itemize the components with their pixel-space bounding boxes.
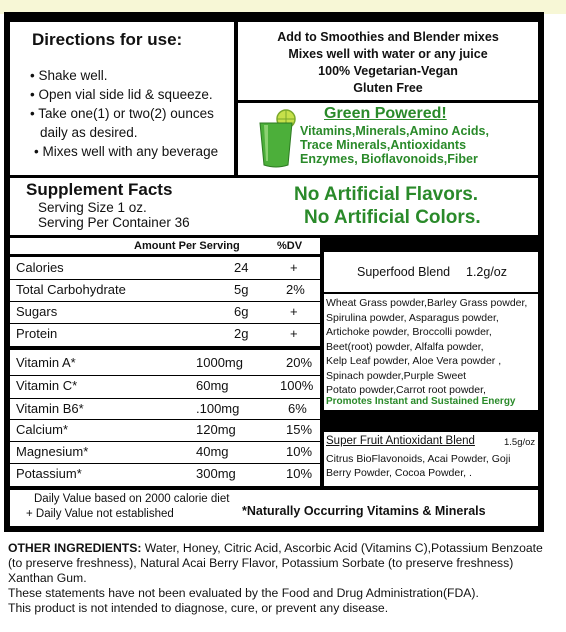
fda-disclaimer: This product is not intended to diagnose, cure, or prevent any disease.	[8, 601, 389, 615]
row-name: Potassium*	[16, 466, 82, 481]
row-dv: +	[290, 326, 298, 341]
bullet-dot: •	[34, 144, 39, 159]
directions-bullet-4	[34, 142, 218, 161]
naturally-occurring-note: *Naturally Occurring Vitamins & Minerals	[242, 504, 486, 518]
other-ingredients	[8, 541, 558, 616]
table-row	[10, 324, 320, 345]
row-dv: 15%	[286, 422, 313, 437]
table-row	[10, 420, 320, 441]
header-rule	[10, 254, 320, 257]
table-row	[10, 464, 320, 485]
row-amount: 2g	[234, 326, 249, 341]
supplement-title: Supplement Facts	[26, 180, 173, 199]
table-row	[10, 353, 320, 374]
superfood-line: Beet(root) powder, Alfalfa powder,	[326, 340, 484, 353]
nutrition-table	[10, 238, 320, 486]
serving-size: Serving Size 1 oz.	[38, 200, 147, 215]
green-powered-line-2: Trace Minerals,Antioxidants	[300, 138, 467, 152]
footnote-box	[10, 490, 538, 526]
row-name: Vitamin A*	[16, 355, 76, 370]
usage-line-3: 100% Vegetarian-Vegan	[318, 64, 458, 78]
ingredients-text: Water, Honey, Citric Acid, Ascorbic Acid (Vitamins C),Potassium Benzoate (to preserve freshness), Natural Acai Berry Flavor, Potassium Sorbate (to preserve freshness) Xanthan Gum.	[8, 541, 543, 585]
row-amount: .100mg	[196, 401, 240, 416]
superfood-line: Potato powder,Carrot root powder,	[326, 384, 486, 396]
green-powered-line-3: Enzymes, Bioflavonoids,Fiber	[300, 152, 478, 166]
superfruit-title: Super Fruit Antioxidant Blend	[326, 435, 475, 447]
superfood-line: Spirulina powder, Asparagus powder,	[326, 311, 499, 324]
directions-bullet-3-cont: daily as desired.	[40, 125, 138, 140]
table-row	[10, 376, 320, 397]
row-amount: 5g	[234, 282, 249, 297]
green-drink-glass-icon	[254, 107, 302, 169]
bullet-dot: •	[30, 106, 35, 121]
row-name: Sugars	[16, 304, 58, 319]
superfood-line: Wheat Grass powder,Barley Grass powder,	[326, 297, 528, 309]
row-dv: +	[290, 260, 298, 275]
claim-no-flavors: No Artificial Flavors.	[294, 184, 479, 205]
row-dv: 10%	[286, 466, 313, 481]
bullet-dot: •	[30, 87, 35, 102]
section-rule	[10, 346, 320, 350]
energy-claim: Promotes Instant and Sustained Energy	[326, 396, 516, 407]
usage-line-4: Gluten Free	[353, 81, 423, 95]
directions-box	[10, 22, 234, 175]
usage-line-2: Mixes well with water or any juice	[288, 47, 488, 61]
row-name: Total Carbohydrate	[16, 282, 126, 297]
green-powered-title: Green Powered!	[324, 105, 447, 122]
row-dv: +	[290, 304, 298, 319]
row-name: Protein	[16, 326, 58, 341]
directions-bullet-text: Open vial side lid & squeeze.	[38, 87, 213, 102]
row-dv: 100%	[280, 378, 314, 393]
directions-bullet-2	[30, 85, 213, 104]
superfruit-line: Citrus BioFlavonoids, Acai Powder, Goji	[326, 453, 511, 465]
row-dv: 20%	[286, 355, 313, 370]
daily-value-note: Daily Value based on 2000 calorie diet	[34, 493, 230, 505]
superfood-line: Spinach powder,Purple Sweet	[326, 369, 467, 382]
row-amount: 60mg	[196, 378, 229, 393]
header-dv: %DV	[277, 240, 303, 252]
superfood-title: Superfood Blend	[357, 265, 451, 279]
row-dv: 2%	[286, 282, 305, 297]
row-amount: 120mg	[196, 422, 236, 437]
claim-no-colors: No Artificial Colors.	[304, 207, 481, 228]
row-dv: 10%	[286, 444, 313, 459]
superfood-title-box	[324, 252, 538, 292]
table-row	[10, 399, 320, 420]
header-amount-per-serving: Amount Per Serving	[134, 240, 240, 252]
row-dv: 6%	[288, 401, 307, 416]
servings-per-container: Serving Per Container 36	[38, 215, 190, 230]
table-row	[10, 258, 320, 279]
directions-bullet-3	[30, 104, 214, 123]
table-row	[10, 302, 320, 323]
row-amount: 6g	[234, 304, 249, 319]
row-name: Calories	[16, 260, 64, 275]
green-powered-line-1: Vitamins,Minerals,Amino Acids,	[300, 124, 489, 138]
table-row	[10, 442, 320, 463]
row-amount: 300mg	[196, 466, 236, 481]
usage-box	[238, 22, 538, 100]
superfood-line: Kelp Leaf powder, Aloe Vera powder ,	[326, 355, 502, 367]
superfruit-line: Berry Powder, Cocoa Powder, .	[326, 467, 472, 479]
directions-bullet-text: Shake well.	[38, 68, 108, 83]
superfruit-box	[324, 432, 538, 486]
row-amount: 1000mg	[196, 355, 243, 370]
superfood-amount: 1.2g/oz	[466, 265, 508, 279]
directions-bullet-1	[30, 66, 108, 85]
superfruit-amount: 1.5g/oz	[504, 437, 536, 448]
superfood-line: Artichoke powder, Broccolli powder,	[326, 326, 492, 338]
directions-bullet-text: Take one(1) or two(2) ounces	[38, 106, 214, 121]
usage-line-1: Add to Smoothies and Blender mixes	[277, 30, 499, 44]
row-name: Calcium*	[16, 422, 69, 437]
row-name: Vitamin B6*	[16, 401, 84, 416]
row-name: Magnesium*	[16, 444, 89, 459]
row-amount: 40mg	[196, 444, 229, 459]
directions-title: Directions for use:	[32, 30, 183, 49]
ingredients-label: OTHER INGREDIENTS:	[8, 541, 142, 555]
supplement-header-box	[10, 178, 538, 235]
daily-value-not-established: + Daily Value not established	[26, 508, 174, 520]
row-amount: 24	[234, 260, 249, 275]
bullet-dot: •	[30, 68, 35, 83]
green-powered-box	[238, 103, 538, 175]
directions-bullet-text: Mixes well with any beverage	[42, 144, 219, 159]
row-name: Vitamin C*	[16, 378, 78, 393]
fda-statement: These statements have not been evaluated by the Food and Drug Administration(FDA).	[8, 586, 479, 600]
label-frame	[4, 12, 544, 532]
table-row	[10, 280, 320, 301]
superfood-ingredients-box	[324, 294, 538, 410]
